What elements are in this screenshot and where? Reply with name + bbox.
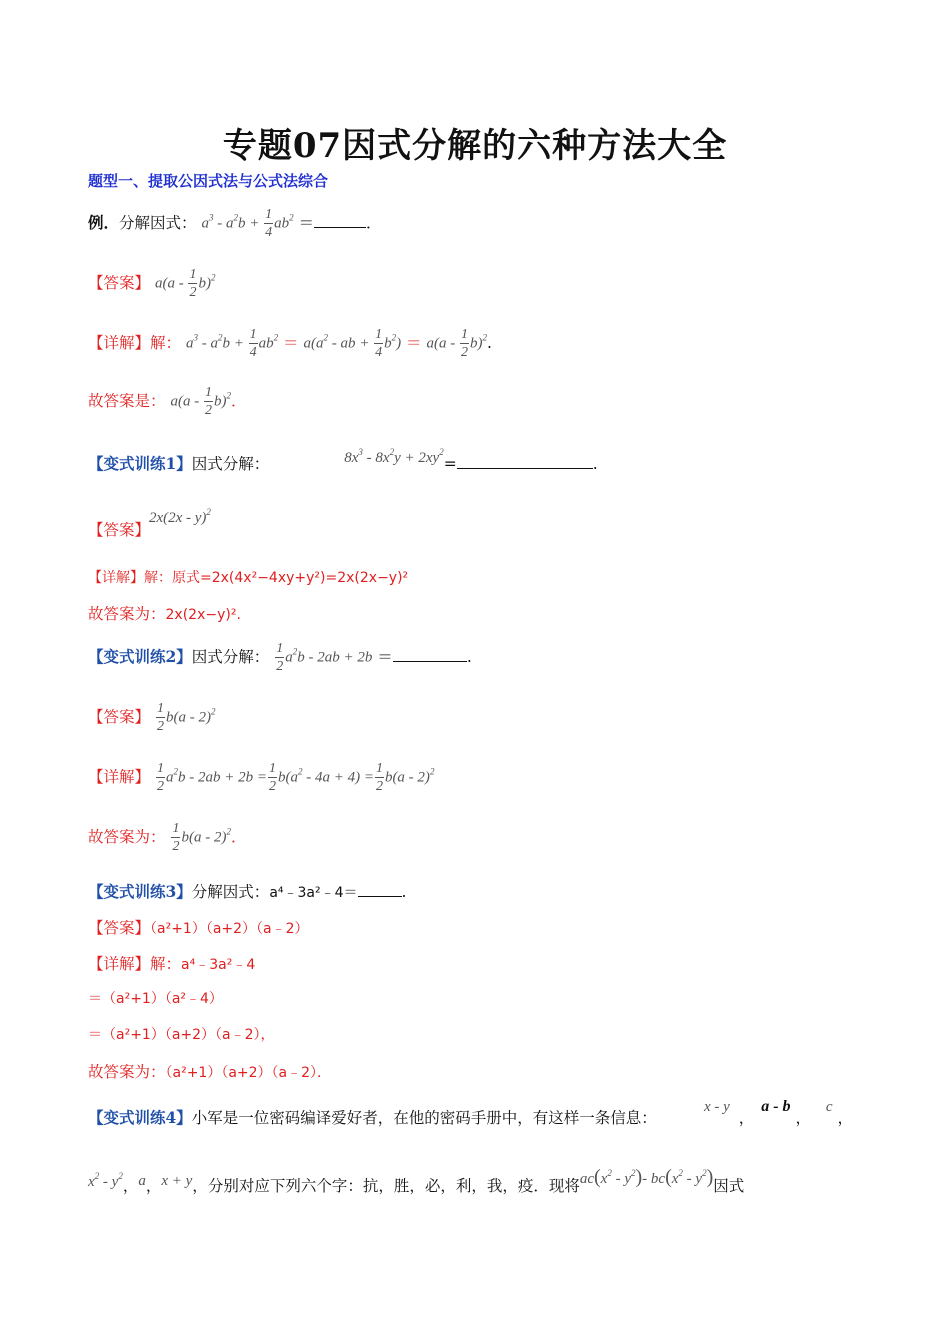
example-line: 例．分解因式： $a^3 - a^2b$ + $\frac{1}{4}$ $ab^2$ ＝ ． [88,207,382,240]
answer-blank [393,660,467,662]
variant-3-step-1: ＝（a²+1）（a²﹣4） [88,991,223,1007]
variant-2-question: 【变式训练2】因式分解： $\frac{1}{2}$ $a^2b - 2ab + 2b$ ＝ . [88,641,472,674]
variant-2-label: 【变式训练2】 [88,647,192,666]
variant-1-conclusion: 故答案为：2x(2x−y)². [88,605,241,623]
example-expr: $a^3 - a^2b$ + $\frac{1}{4}$ $ab^2$ [201,207,294,240]
variant-3-question: 【变式训练3】分解因式：a⁴﹣3a²﹣4＝ . [88,882,407,901]
variant-2-detail: 【详解】 $\frac{1}{2}$ $a^2b - 2ab + 2b$ = $\frac{1}{2}$ $b(a^2 - 4a + 4)$ = $\frac{1}{2}$ b(a - 2)$^2$ [88,761,435,794]
example-conclusion: 故答案是： a(a - $\frac{1}{2}$ b)$^2$． [88,385,247,418]
variant-4-label: 【变式训练4】 [88,1108,192,1127]
variant-1-question: 【变式训练1】因式分解： $8x^3 - 8x^2y + 2xy^2=$ . [88,447,598,473]
answer-blank [358,895,402,897]
answer-blank [457,467,593,469]
variant-4-line-2: $x^2 - y^2$，a，x + y，分别对应下列六个字：抗，胜，必，利，我，疫．现将$ac(x^2 - y^2)-$ $bc(x^2 - y^2)$因式 [88,1165,745,1195]
variant-3-detail: 【详解】解：a⁴﹣3a²﹣4 [88,955,256,973]
code-items-line-1: x - y ， a - b ， c ， [704,1098,854,1127]
answer-label: 【答案】 [88,274,151,292]
variant-1-detail: 【详解】解：原式=2x(4x²−4xy+y²)=2x(2x−y)² [88,570,409,586]
example-text: 分解因式： [119,214,197,232]
variant-4-question: 【变式训练4】小军是一位密码编译爱好者，在他的密码手册中，有这样一条信息： [88,1108,657,1127]
page-title: 专题07因式分解的六种方法大全 [222,126,728,166]
variant-2-conclusion: 故答案为： $\frac{1}{2}$ b(a - 2)$^2$． [88,821,247,854]
variant-3-conclusion: 故答案为：（a²+1）（a+2）（a﹣2）． [88,1063,332,1081]
variant-1-label: 【变式训练1】 [88,454,192,473]
answer-blank [314,226,366,228]
variant-2-answer: 【答案】 $\frac{1}{2}$ b(a - 2)$^2$ [88,701,216,734]
variant-3-answer: 【答案】（a²+1）（a+2）（a﹣2） [88,919,309,937]
section-heading: 题型一、提取公因式法与公式法综合 [88,172,329,190]
variant-3-step-2: ＝（a²+1）（a+2）（a﹣2）， [88,1027,275,1043]
example-answer: 【答案】 a(a - $\frac{1}{2}$ b)$^2$ [88,267,216,300]
variant-3-label: 【变式训练3】 [88,882,192,901]
example-detail: 【详解】解： $a^3 - a^2b$ + $\frac{1}{4}$ $ab^2 = a(a^2$ - ab + $\frac{1}{4}$ $b^2) = a(a$ - $\frac{1}{2}$ b)$^2$. [88,327,492,360]
example-label: 例． [88,213,120,232]
variant-1-answer: 【答案】 2x(2x - y)$^2$ [88,507,211,539]
